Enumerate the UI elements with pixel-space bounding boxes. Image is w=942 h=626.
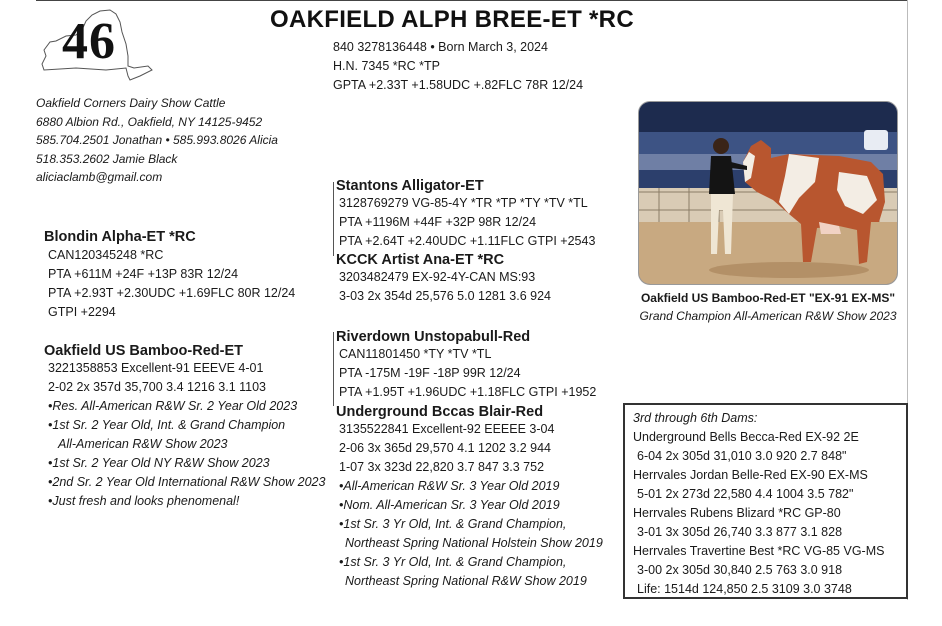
dam-dam-note: •All-American R&W Sr. 3 Year Old 2019 (339, 479, 560, 493)
dam-note: All-American R&W Show 2023 (58, 437, 228, 451)
sire-pta-type: PTA +2.93T +2.30UDC +1.69FLC 80R 12/24 (48, 286, 296, 300)
dam-note: •2nd Sr. 2 Year Old International R&W Show 2023 (48, 475, 326, 489)
animal-hn-line: H.N. 7345 *RC *TP (333, 59, 440, 73)
dam-5th-name: Herrvales Rubens Blizard *RC GP-80 (633, 506, 841, 520)
animal-gpta-line: GPTA +2.33T +1.58UDC +.82FLC 78R 12/24 (333, 78, 584, 92)
dam-note: •Res. All-American R&W Sr. 2 Year Old 2023 (48, 399, 298, 413)
sire-sire-reg: 3128769279 VG-85-4Y *TR *TP *TY *TV *TL (339, 196, 588, 210)
dam-dam-note: Northeast Spring National Holstein Show 2019 (345, 536, 603, 550)
pedigree-bracket-dam (333, 332, 334, 406)
top-rule (36, 0, 908, 1)
dam-name: Oakfield US Bamboo-Red-ET (44, 343, 243, 359)
sire-dam-block (336, 252, 551, 306)
dam-6th-record: 3-00 2x 305d 30,840 2.5 763 3.0 918 (637, 563, 843, 577)
consignor-info (36, 94, 278, 187)
sire-sire-pta-type: PTA +2.64T +2.40UDC +1.11FLC GTPI +2543 (339, 234, 596, 248)
dam-3rd-record: 6-04 2x 305d 31,010 3.0 920 2.7 848" (637, 449, 847, 463)
dam-dam-note: •Nom. All-American Sr. 3 Year Old 2019 (339, 498, 560, 512)
sire-sire-pta-production: PTA +1196M +44F +32P 98R 12/24 (339, 215, 537, 229)
show-ring-illustration (639, 102, 897, 284)
dam-4th-name: Herrvales Jordan Belle-Red EX-90 EX-MS (633, 468, 868, 482)
consignor-address: 6880 Albion Rd., Oakfield, NY 14125-9452 (36, 114, 263, 129)
dam-5th-record: 3-01 3x 305d 26,740 3.3 877 3.1 828 (637, 525, 843, 539)
sire-name: Blondin Alpha-ET *RC (44, 229, 196, 245)
sire-sire-name: Stantons Alligator-ET (336, 178, 484, 194)
dam-block (44, 343, 325, 511)
consignor-phone-1: 585.704.2501 Jonathan • 585.993.8026 Alicia (36, 133, 278, 147)
sire-dam-record: 3-03 2x 354d 25,576 5.0 1281 3.6 924 (339, 289, 551, 303)
photo-caption-title: Oakfield US Bamboo-Red-ET "EX-91 EX-MS" (640, 291, 896, 305)
dam-classification: 3221358853 Excellent-91 EEEVE 4-01 (48, 361, 264, 375)
sire-sire-block (336, 178, 595, 251)
consignor-email: aliciaclamb@gmail.com (36, 170, 163, 184)
photo-caption-subtitle: Grand Champion All-American R&W Show 2023 (639, 309, 897, 323)
dam-record: 2-02 2x 357d 35,700 3.4 1216 3.1 1103 (48, 380, 267, 394)
animal-info (333, 38, 583, 95)
pedigree-bracket-sire (333, 182, 334, 256)
dam-dam-block (336, 404, 603, 591)
dam-note: •Just fresh and looks phenomenal! (48, 494, 240, 508)
sire-reg: CAN120345248 *RC (48, 248, 164, 262)
dams-box (623, 403, 908, 599)
sire-pta-production: PTA +611M +24F +13P 83R 12/24 (48, 267, 239, 281)
dam-6th-name: Herrvales Travertine Best *RC VG-85 VG-MS (633, 544, 885, 558)
dam-dam-record: 2-06 3x 365d 29,570 4.1 1202 3.2 944 (339, 441, 551, 455)
dam-note: •1st Sr. 2 Year Old NY R&W Show 2023 (48, 456, 270, 470)
dam-dam-name: Underground Bccas Blair-Red (336, 404, 544, 420)
dam-dam-note: •1st Sr. 3 Yr Old, Int. & Grand Champion, (339, 555, 567, 569)
dam-3rd-name: Underground Bells Becca-Red EX-92 2E (633, 430, 859, 444)
dam-sire-name: Riverdown Unstopabull-Red (336, 329, 531, 345)
dam-sire-pta-production: PTA -175M -19F -18P 99R 12/24 (339, 366, 521, 380)
animal-title: OAKFIELD ALPH BREE-ET *RC (270, 6, 634, 33)
dam-4th-record: 5-01 2x 273d 22,580 4.4 1004 3.5 782" (637, 487, 854, 501)
dams-box-header: 3rd through 6th Dams: (633, 411, 758, 425)
consignor-phone-2: 518.353.2602 Jamie Black (36, 151, 178, 166)
animal-id-line: 840 3278136448 • Born March 3, 2024 (333, 40, 548, 54)
dam-dam-note: •1st Sr. 3 Yr Old, Int. & Grand Champion, (339, 517, 567, 531)
dam-dam-note: Northeast Spring National R&W Show 2019 (345, 574, 587, 588)
dam-dam-classification: 3135522841 Excellent-92 EEEEE 3-04 (339, 422, 555, 436)
sire-dam-name: KCCK Artist Ana-ET *RC (336, 252, 505, 268)
dam-note: •1st Sr. 2 Year Old, Int. & Grand Champion (48, 418, 286, 432)
dam-sire-pta-type: PTA +1.95T +1.96UDC +1.18FLC GTPI +1952 (339, 385, 597, 399)
sire-block (44, 229, 295, 322)
dam-sire-reg: CAN11801450 *TY *TV *TL (339, 347, 492, 361)
cow-photo (638, 101, 898, 285)
sire-dam-classification: 3203482479 EX-92-4Y-CAN MS:93 (339, 270, 536, 284)
dam-6th-life-record: Life: 1514d 124,850 2.5 3109 3.0 3748 (637, 582, 852, 596)
consignor-farm: Oakfield Corners Dairy Show Cattle (36, 96, 226, 110)
dam-sire-block (336, 329, 596, 402)
sire-gtpi: GTPI +2294 (48, 305, 116, 319)
lot-number: 46 (62, 13, 116, 70)
dam-dam-record: 1-07 3x 323d 22,820 3.7 847 3.3 752 (339, 460, 545, 474)
